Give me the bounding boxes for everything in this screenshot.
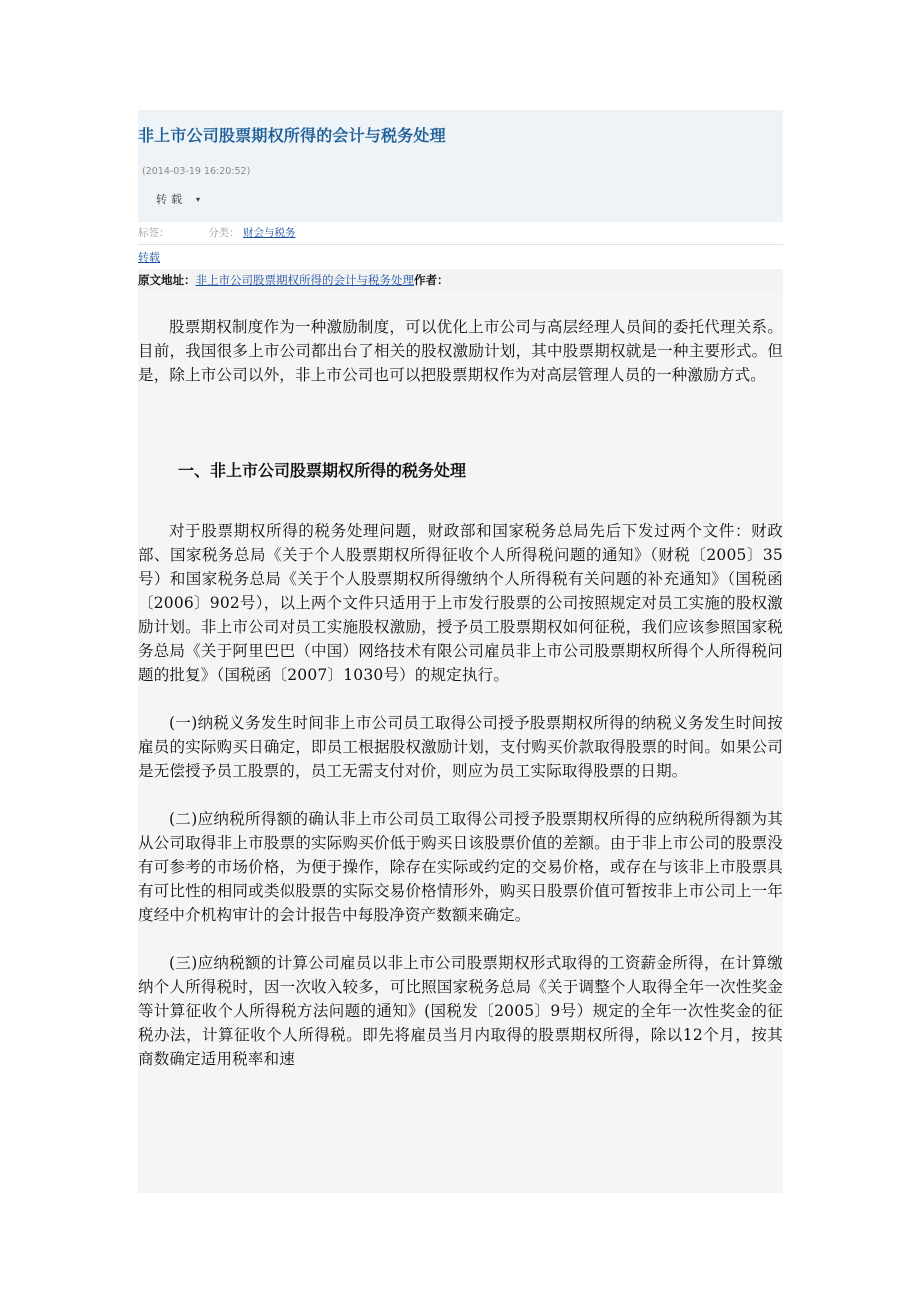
article-date: (2014-03-19 16:20:52) [142,166,251,177]
category-link[interactable]: 财会与税务 [243,227,296,239]
article-title: 非上市公司股票期权所得的会计与税务处理 [138,126,446,145]
source-row [138,269,783,291]
paragraph-intro: 股票期权制度作为一种激励制度，可以优化上市公司与高层经理人员间的委托代理关系。目前，我国很多上市公司都出台了相关的股权激励计划，其中股票期权就是一种主要形式。但是，除上市公司以外，非上市公司也可以把股票期权作为对高层管理人员的一种激励方式。 [138,318,783,384]
repost-button[interactable] [156,191,200,207]
tags-label: 标签： [138,227,170,239]
paragraph-tax-calculation: (三)应纳税额的计算公司雇员以非上市公司股票期权形式取得的工资薪金所得，在计算缴纳个人所得税时，因一次收入较多，可比照国家税务总局《关于调整个人取得全年一次性奖金等计算征收个人所得税方法问题的通知》(国税发〔2005〕9号）规定的全年一次性奖金的征税办法，计算征收个人所得税。即先将雇员当月内取得的股票期权所得，除以12个月，按其商数确定适用税率和速 [138,954,783,1068]
repost-button-label: 转载 [156,193,186,206]
article-container [138,110,783,1193]
tags-row [138,222,783,245]
category-label: 分类： [208,227,240,239]
paragraph-tax-time: (一)纳税义务发生时间非上市公司员工取得公司授予股票期权所得的纳税义务发生时间按雇员的实际购买日确定，即员工根据股权激励计划，支付购买价款取得股票的时间。如果公司是无偿授予员工股票的，员工无需支付对价，则应为员工实际取得股票的日期。 [138,714,783,780]
source-link[interactable]: 非上市公司股票期权所得的会计与税务处理 [195,273,414,287]
repost-link-row [138,245,783,269]
article-body [138,291,783,1193]
article-header [138,110,783,222]
paragraph-documents: 对于股票期权所得的税务处理问题，财政部和国家税务总局先后下发过两个文件：财政部、国家税务总局《关于个人股票期权所得征收个人所得税问题的通知》（财税〔2005〕35号）和国家税务总局《关于个人股票期权所得缴纳个人所得税有关问题的补充通知》（国税函〔2006〕902号），以上两个文件只适用于上市发行股票的公司按照规定对员工实施的股权激励计划。非上市公司对员工实施股权激励，授予员工股票期权如何征税，我们应该参照国家税务总局《关于阿里巴巴（中国）网络技术有限公司雇员非上市公司股票期权所得个人所得税问题的批复》（国税函〔2007〕1030号）的规定执行。 [138,522,783,684]
repost-link[interactable]: 转载 [138,251,160,264]
paragraph-taxable-income: (二)应纳税所得额的确认非上市公司员工取得公司授予股票期权所得的应纳税所得额为其从公司取得非上市股票的实际购买价低于购买日该股票价值的差额。由于非上市公司的股票没有可参考的市场价格，为便于操作，除存在实际或约定的交易价格，或存在与该非上市股票具有可比性的相同或类似股票的实际交易价格情形外，购买日股票价值可暂按非上市公司上一年度经中介机构审计的会计报告中每股净资产数额来确定。 [138,810,783,924]
source-label: 原文地址： [138,273,196,287]
chevron-down-icon: ▾ [196,194,201,204]
section-heading: 一、非上市公司股票期权所得的税务处理 [178,461,467,480]
author-label: 作者： [414,273,449,287]
